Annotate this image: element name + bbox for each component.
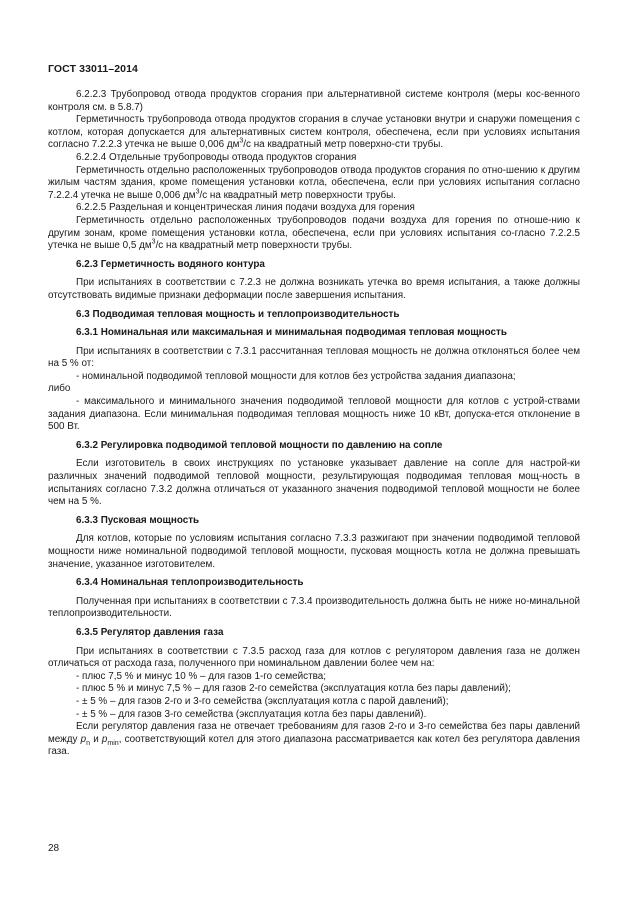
paragraph-634: Полученная при испытаниях в соответствии с 7.3.4 производительность должна быть не ниже но-минальной теплопроизводительности. [48,595,580,620]
paragraph-6224: Герметичность отдельно расположенных трубопроводов отвода продуктов сгорания по отно-шению к другим жилым частям здания, кроме помещения установки котла, обеспечена, если при условиях испытания согласно 7.2.2.4 утечка не выше 0,006 $дм^3/с$ на квадратный метр поверхности трубы. [48,164,580,201]
paragraph-623: При испытаниях в соответствии с 7.2.3 не должна возникать утечка во время испытания, а также должны отсутствовать видимые признаки деформации после завершения испытания. [48,277,580,301]
list-item-635-a: - плюс 7,5 % и минус 10 % – для газов 1-го семейства; [76,670,326,682]
section-6223-title: 6.2.2.3 Трубопровод отвода продуктов сгорания при альтернативной системе контроля (меры кос-венного контроля см. в 5.8.7) [48,89,580,113]
paragraph-6225: Герметичность отдельно расположенных трубопроводов подачи воздуха для горения по отноше-нию к другим зонам, кроме помещения установки котла, обеспечена, если при условиях испытания со-гласно 7.2.2.5 утечка не выше 0,5 $дм^3/с$ на квадратный метр поверхности трубы. [48,214,580,252]
paragraph-6223: Герметичность трубопровода отвода продуктов сгорания в случае установки внутри и снаружи помещения с котлом, которая допускается для альтернативных систем контроля, обеспечена, если при условиях испытания согласно 7.2.2.3 утечка не выше 0,006 $дм^3/с$ на квадратный метр поверхно-сти трубы. [48,114,580,151]
heading-63: 6.3 Подводимая тепловая мощность и теплопроизводительность [76,308,400,320]
page-number: 28 [48,843,60,854]
heading-632: 6.3.2 Регулировка подводимой тепловой мощности по давлению на сопле [76,439,443,451]
heading-635: 6.3.5 Регулятор давления газа [76,626,224,638]
list-item-631-b: - максимального и минимального значения подводимой тепловой мощности для котлов с устрой-ствами задания диапазона. Если минимальная подводимая тепловая мощность ниже 10 кВт, допуска-ется отклонение в 500 Вт. [48,396,580,433]
list-item-635-b: - плюс 5 % и минус 7,5 % – для газов 2-го семейства (эксплуатация котла без пары давлений); [76,683,511,695]
paragraph-631: При испытаниях в соответствии с 7.3.1 рассчитанная тепловая мощность не должна отклоняться более чем на 5 % от: [48,345,580,370]
section-6225-title: 6.2.2.5 Раздельная и концентрическая линия подачи воздуха для горения [76,202,415,214]
paragraph-635-end: Если регулятор давления газа не отвечает требованиям для газов 2-го и 3-го семейства без пары давлений между $p_n$ и $p_{min}$, соответствующий котел для этого диапазона рассматривается как котел без регулятора давления газа. [48,721,580,758]
standard-header: ГОСТ 33011–2014 [48,63,138,75]
paragraph-635: При испытаниях в соответствии с 7.3.5 расход газа для котлов с регулятором давления газа не должен отличаться от расхода газа, полученного при номинальном давлении более чем на: [48,645,580,670]
document-body [48,89,580,759]
text-libo: либо [48,383,71,395]
section-6224-title: 6.2.2.4 Отдельные трубопроводы отвода продуктов сгорания [76,151,357,163]
heading-634: 6.3.4 Номинальная теплопроизводительность [76,577,304,589]
heading-631: 6.3.1 Номинальная или максимальная и минимальная подводимая тепловая мощность [76,327,507,339]
list-item-635-d: - ± 5 % – для газов 3-го семейства (эксплуатация котла без пары давлений). [76,708,427,720]
heading-623: 6.2.3 Герметичность водяного контура [76,258,265,270]
paragraph-633: Для котлов, которые по условиям испытания согласно 7.3.3 разжигают при значении подводимой тепловой мощности ниже номинальной подводимой тепловой мощности, пусковая мощность котла не должна превышать значение, указанное изготовителем. [48,533,580,570]
list-item-635-c: - ± 5 % – для газов 2-го и 3-го семейства (эксплуатация котла с парой давлений); [76,695,449,707]
paragraph-632: Если изготовитель в своих инструкциях по установке указывает давление на сопле для настрой-ки различных значений подводимой тепловой мощности, результирующая подводимая тепловая мощ-ность в испытаниях согласно 7.3.2 должна отличаться от указанного значения подводимой тепловой мощности не более чем на 5 %. [48,458,580,508]
list-item-631-a: - номинальной подводимой тепловой мощности для котлов без устройства задания диапазона; [76,370,516,382]
heading-633: 6.3.3 Пусковая мощность [76,514,200,526]
